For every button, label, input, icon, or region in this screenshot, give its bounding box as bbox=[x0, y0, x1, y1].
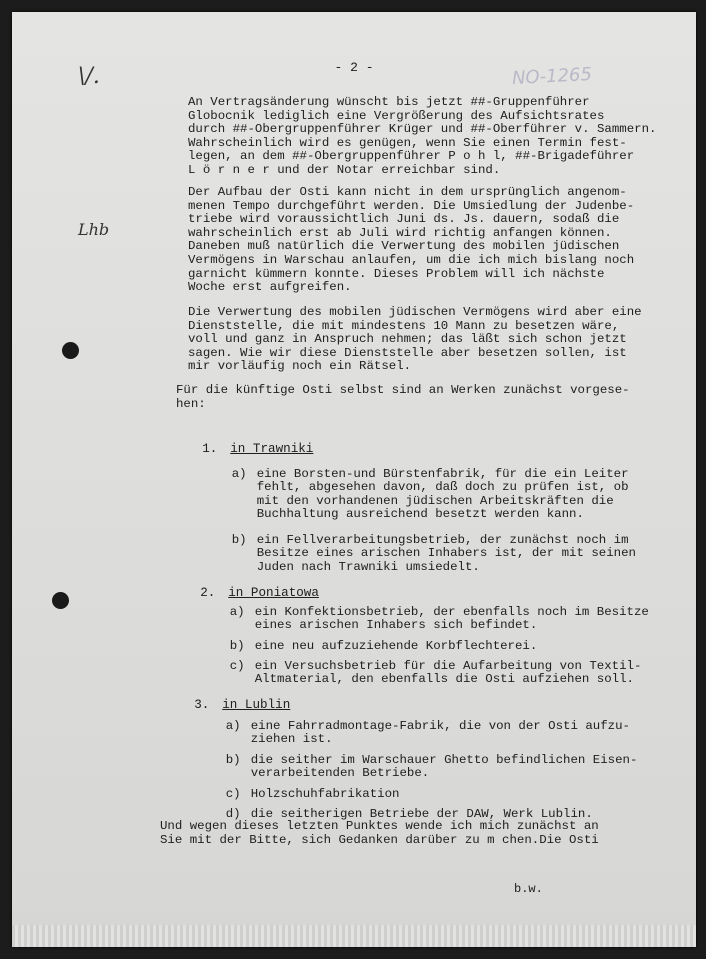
paragraph-osti-buildup: Der Aufbau der Osti kann nicht in dem ursprünglich angenom- menen Tempo durchgeführt werden. Die Umsiedlung der Judenbe- triebe wird voraussichtlich Juni ds. Js. dauern, sodaß die wahrscheinlich erst ab Juli wird richtig anfangen können. Daneben muß natürlich die Verwertung des mobilen jüdischen Vermögens in Warschau anlaufen, um die ich mich bislang noch garnicht kümmern konnte. Dieses Problem will ich nächste Woche erst aufgreifen. bbox=[188, 185, 635, 295]
section-title: in Trawniki bbox=[230, 442, 314, 456]
section-number: 2. bbox=[200, 586, 216, 600]
item-text: ein Fellverarbeitungsbetrieb, der zunächst noch im Besitze eines arischen Inhabers ist, der mit seinen Juden nach Trawniki umsiedelt. bbox=[256, 532, 636, 574]
document-page bbox=[12, 12, 696, 947]
item-letter: c) bbox=[225, 786, 241, 801]
item-text: die seither im Warschauer Ghetto befindlichen Eisen- verarbeitenden Betriebe. bbox=[250, 752, 638, 781]
item-text: Holzschuhfabrikation bbox=[250, 786, 400, 801]
item-letter: a) bbox=[229, 604, 245, 619]
continued-mark: b.w. bbox=[514, 882, 543, 896]
item-letter: c) bbox=[229, 658, 245, 673]
item-text: ein Versuchsbetrieb für die Aufarbeitung von Textil- Altmaterial, den ebenfalls die Osti aufziehen soll. bbox=[254, 658, 642, 687]
section-title: in Lublin bbox=[222, 698, 291, 712]
item-letter: b) bbox=[231, 532, 247, 547]
section-title: in Poniatowa bbox=[228, 586, 319, 600]
section-number: 1. bbox=[202, 442, 218, 456]
item-text: die seitherigen Betriebe der DAW, Werk Lublin. bbox=[250, 806, 593, 821]
item-letter: d) bbox=[225, 806, 241, 821]
document-stamp: NO-1265 bbox=[511, 63, 593, 90]
margin-handwritten-mark: \/. bbox=[78, 64, 100, 89]
item-letter: a) bbox=[225, 718, 241, 733]
item-text: eine neu aufzuziehende Korbflechterei. bbox=[254, 638, 538, 653]
closing-paragraph: Und wegen dieses letzten Punktes wende ich mich zunächst an Sie mit der Bitte, sich Gedanken darüber zu m chen.Die Osti bbox=[160, 819, 599, 847]
paragraph-contract: An Vertragsänderung wünscht bis jetzt ##-Gruppenführer Globocnik lediglich eine Vergrößerung des Aufsichtsrates durch ##-Obergruppenführer Krüger und ##-Oberführer v. Sammern. Wahrscheinlich wird es genügen, wenn Sie einen Termin fest- legen, an dem ##-Obergruppenführer P o h l, ##-Brigadeführer L ö r n e r und der Notar erreichbar sind. bbox=[188, 95, 657, 177]
margin-handwritten-note: Lhb bbox=[78, 220, 110, 239]
item-text: eine Borsten-und Bürstenfabrik, für die ein Leiter fehlt, abgesehen davon, daß doch zu prüfen ist, ob mit den vorhandenen jüdischen Arbeitskräften die Buchhaltung ausreichend besetzt werden kann. bbox=[256, 466, 629, 522]
paragraph-assets: Die Verwertung des mobilen jüdischen Vermögens wird aber eine Dienststelle, die mit mindestens 10 Mann zu besetzen wäre, voll und ganz in Anspruch nehmen; das läßt sich schon jetzt sagen. Wie wir diese Dienststelle aber besetzen sollen, ist mir vorläufig noch ein Rätsel. bbox=[188, 305, 642, 374]
punch-hole bbox=[62, 342, 79, 359]
item-letter: b) bbox=[229, 638, 245, 653]
item-text: ein Konfektionsbetrieb, der ebenfalls noch im Besitze eines arischen Inhabers sich befindet. bbox=[254, 604, 649, 633]
torn-edge bbox=[12, 925, 696, 947]
paragraph-works-intro: Für die künftige Osti selbst sind an Werken zunächst vorgese- hen: bbox=[176, 383, 630, 411]
item-letter: a) bbox=[231, 466, 247, 481]
section-number: 3. bbox=[194, 698, 210, 712]
punch-hole bbox=[52, 592, 69, 609]
item-letter: b) bbox=[225, 752, 241, 767]
item-text: eine Fahrradmontage-Fabrik, die von der Osti aufzu- ziehen ist. bbox=[250, 718, 630, 747]
page-number: - 2 - bbox=[334, 60, 374, 75]
